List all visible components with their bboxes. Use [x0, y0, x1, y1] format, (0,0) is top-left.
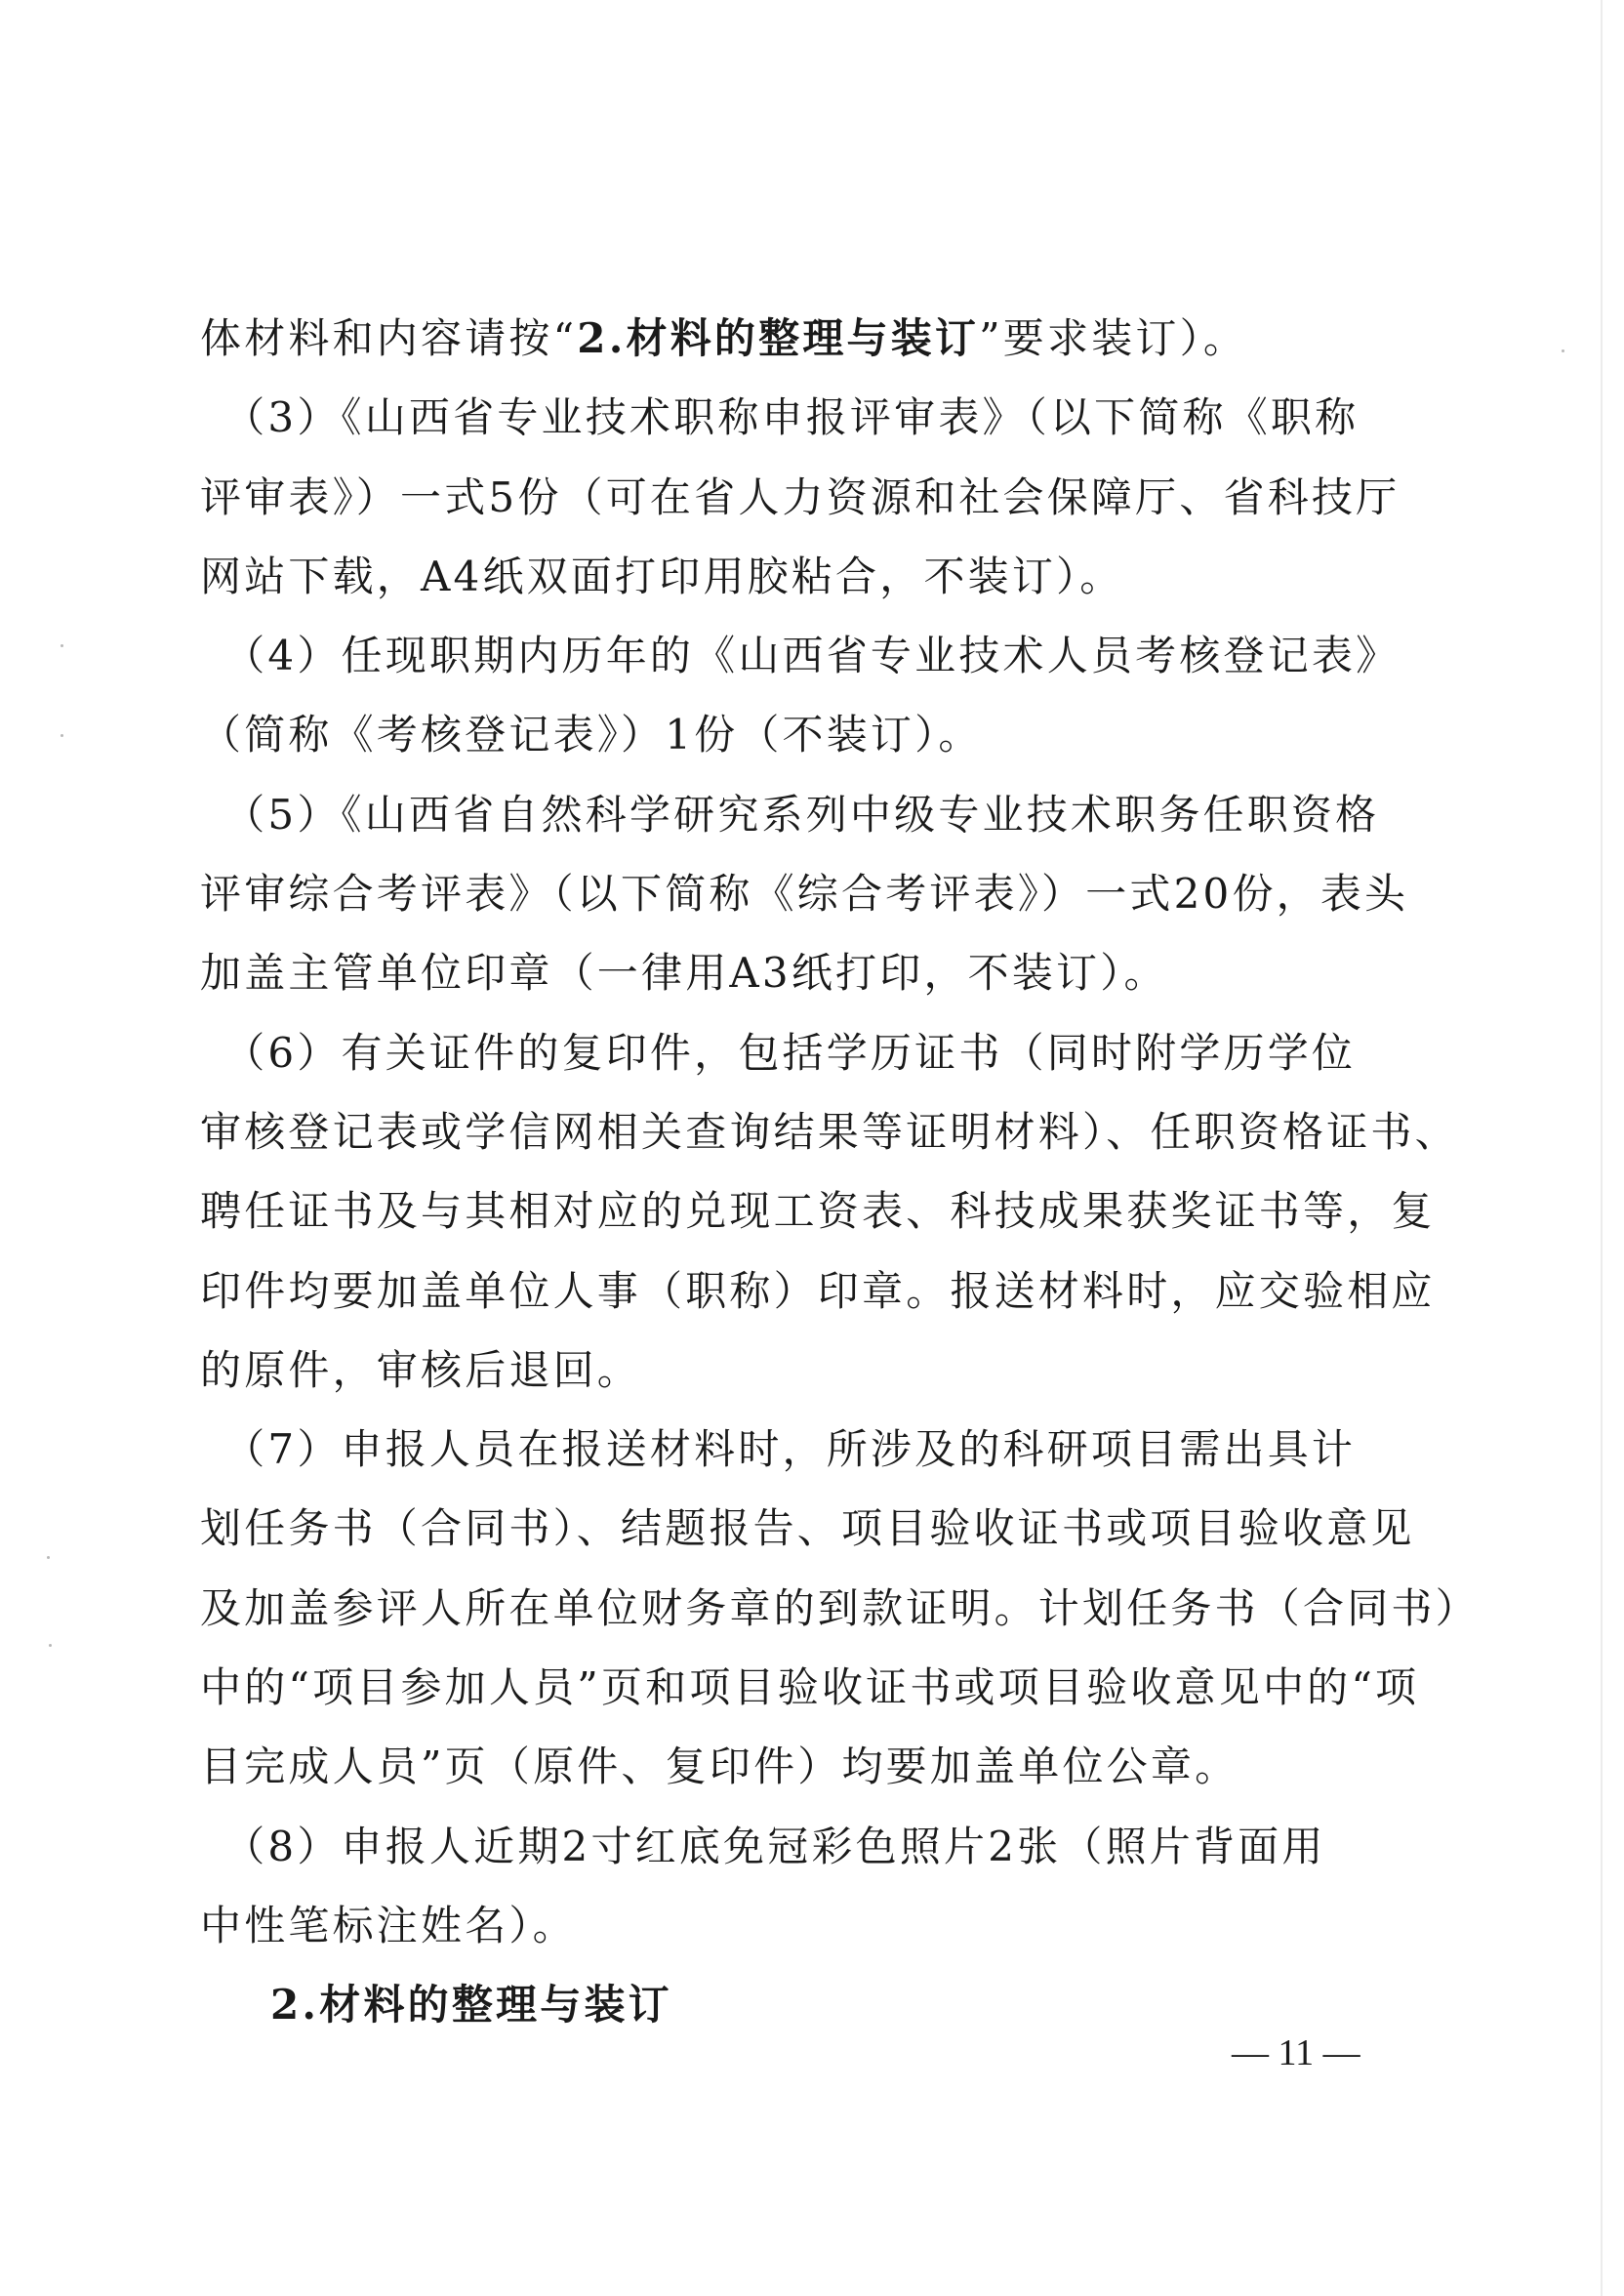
scan-speck [1562, 349, 1564, 352]
scan-speck [61, 734, 63, 737]
paragraph-line: （5）《山西省自然科学研究系列中级专业技术职务任职资格 [200, 790, 1380, 839]
paragraph-line: 印件均要加盖单位人事（职称）印章。报送材料时，应交验相应 [200, 1266, 1436, 1315]
paragraph-line: 中性笔标注姓名）。 [200, 1901, 577, 1949]
paragraph-line: 及加盖参评人所在单位财务章的到款证明。计划任务书（合同书） [200, 1583, 1480, 1632]
paragraph-line: 评审综合考评表》（以下简称《综合考评表》）一式20份，表头 [200, 870, 1409, 919]
paragraph-line: （6）有关证件的复印件，包括学历证书（同时附学历学位 [200, 1028, 1357, 1077]
line-text: 体材料和内容请按“ [200, 314, 578, 362]
paragraph-line: 网站下载，A4纸双面打印用胶粘合，不装订）。 [200, 552, 1124, 600]
paragraph-line: （4）任现职期内历年的《山西省专业技术人员考核登记表》 [200, 632, 1401, 680]
page-number: — 11 — [1232, 2032, 1360, 2073]
paragraph-line: （7）申报人员在报送材料时，所涉及的科研项目需出具计 [200, 1425, 1357, 1474]
section-heading: 2.材料的整理与装订 [270, 1981, 672, 2030]
body-text [200, 299, 1480, 2045]
paragraph-line: （简称《考核登记表》）1份（不装订）。 [200, 711, 983, 759]
scan-speck [47, 1556, 50, 1559]
paragraph-line: 评审表》）一式5份（可在省人力资源和社会保障厅、省科技厅 [200, 472, 1401, 521]
paragraph-line: （3）《山西省专业技术职称申报评审表》（以下简称《职称 [200, 393, 1360, 442]
paragraph-line [200, 299, 1410, 378]
scan-speck [49, 1644, 52, 1647]
scan-speck [61, 644, 63, 647]
paragraph-line: 审核登记表或学信网相关查询结果等证明材料）、任职资格证书、 [200, 1107, 1459, 1156]
paragraph-line: 加盖主管单位印章（一律用A3纸打印，不装订）。 [200, 949, 1168, 998]
paragraph-line: 划任务书（合同书）、结题报告、项目验收证书或项目验收意见 [200, 1504, 1415, 1553]
paragraph-line: 聘任证书及与其相对应的兑现工资表、科技成果获奖证书等，复 [200, 1187, 1436, 1236]
paragraph-line: （8）申报人近期2寸红底免冠彩色照片2张（照片背面用 [200, 1822, 1326, 1870]
paragraph-line: 中的“项目参加人员”页和项目验收证书或项目验收意见中的“项 [200, 1663, 1420, 1712]
scan-edge-line [1601, 0, 1603, 2296]
paragraph-line: 的原件，审核后退回。 [200, 1345, 642, 1394]
line-text: ”要求装订）。 [979, 314, 1248, 362]
paragraph-line: 目完成人员”页（原件、复印件）均要加盖单位公章。 [200, 1742, 1239, 1791]
bold-reference: 2.材料的整理与装订 [577, 314, 980, 362]
